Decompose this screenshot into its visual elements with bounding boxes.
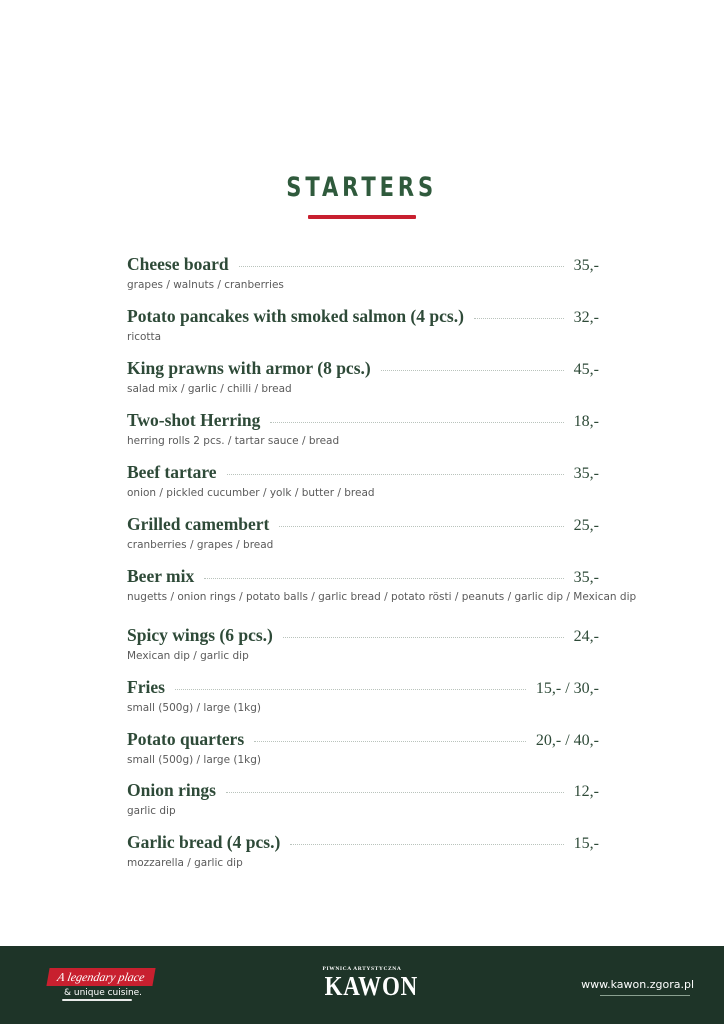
- menu-item-row: [127, 729, 599, 751]
- website-underline: [600, 995, 690, 996]
- menu-item-name: King prawns with armor (8 pcs.): [127, 358, 371, 378]
- menu-item: [127, 677, 599, 721]
- menu-item-row: [127, 625, 599, 647]
- menu-item-description: grapes / walnuts / cranberries: [127, 279, 284, 291]
- menu-item: [127, 729, 599, 773]
- menu-item-row: [127, 462, 599, 484]
- menu-item: [127, 832, 599, 876]
- menu-item: [127, 306, 599, 350]
- menu-item: [127, 358, 599, 402]
- menu-item-description: nugetts / onion rings / potato balls / garlic bread / potato rösti / peanuts / garlic dip / Mexican dip: [127, 591, 637, 603]
- menu-item-price: 18,-: [573, 413, 599, 430]
- menu-item-price: 12,-: [573, 783, 599, 800]
- menu-item-name: Spicy wings (6 pcs.): [127, 625, 273, 645]
- menu-item-description: herring rolls 2 pcs. / tartar sauce / bread: [127, 435, 340, 447]
- menu-item-price: 32,-: [573, 309, 599, 326]
- menu-item: [127, 780, 599, 824]
- menu-item-row: [127, 514, 599, 536]
- website-link[interactable]: www.kawon.zgora.pl: [581, 978, 694, 991]
- menu-item-description: small (500g) / large (1kg): [127, 702, 261, 714]
- menu-item-price: 25,-: [573, 517, 599, 534]
- menu-item: [127, 254, 599, 298]
- menu-item-name: Onion rings: [127, 780, 216, 800]
- menu-item-price: 35,-: [573, 257, 599, 274]
- dotted-leader: [254, 741, 526, 742]
- dotted-leader: [175, 689, 526, 690]
- menu-item-description: Mexican dip / garlic dip: [127, 650, 249, 662]
- menu-item-row: [127, 410, 599, 432]
- menu-item-row: [127, 780, 599, 802]
- menu-item-price: 20,- / 40,-: [535, 732, 599, 749]
- menu-item-name: Potato pancakes with smoked salmon (4 pcs.): [127, 306, 464, 326]
- dotted-leader: [204, 578, 563, 579]
- menu-item-name: Cheese board: [127, 254, 229, 274]
- menu-item-description: salad mix / garlic / chilli / bread: [127, 383, 292, 395]
- menu-item-price: 45,-: [573, 361, 599, 378]
- brand-logo: [318, 966, 419, 1006]
- swoosh-decoration: [62, 999, 132, 1001]
- menu-item-name: Potato quarters: [127, 729, 245, 749]
- dotted-leader: [227, 474, 564, 475]
- menu-item: [127, 625, 599, 669]
- menu-item-name: Grilled camembert: [127, 514, 270, 534]
- dotted-leader: [239, 266, 564, 267]
- menu-item-description: mozzarella / garlic dip: [127, 857, 243, 869]
- footer: [0, 946, 724, 1024]
- menu-item-price: 35,-: [573, 465, 599, 482]
- page-title: STARTERS: [286, 172, 438, 203]
- menu-item: [127, 462, 599, 506]
- menu-item-name: Garlic bread (4 pcs.): [127, 832, 281, 852]
- tagline-logo: [48, 968, 158, 1002]
- menu-item-price: 24,-: [573, 628, 599, 645]
- menu-item-price: 15,-: [573, 835, 599, 852]
- menu-item-description: small (500g) / large (1kg): [127, 754, 261, 766]
- menu-item-row: [127, 306, 599, 328]
- dotted-leader: [283, 637, 564, 638]
- menu-item-row: [127, 832, 599, 854]
- menu-item: [127, 410, 599, 454]
- dotted-leader: [474, 318, 564, 319]
- dotted-leader: [270, 422, 563, 423]
- menu-item-description: onion / pickled cucumber / yolk / butter / bread: [127, 487, 375, 499]
- menu-item-name: Beef tartare: [127, 462, 217, 482]
- title-underline: [308, 215, 416, 219]
- menu-item-price: 35,-: [573, 569, 599, 586]
- menu-item-description: ricotta: [127, 331, 162, 343]
- menu-item-price: 15,- / 30,-: [535, 680, 599, 697]
- menu-item-name: Fries: [127, 677, 165, 697]
- menu-item: [127, 514, 599, 558]
- menu-item-row: [127, 677, 599, 699]
- menu-item-description: garlic dip: [127, 805, 176, 817]
- logo-name: KAWON: [324, 971, 419, 1001]
- logo-subtitle: PIWNICA ARTYSTYCZNA: [322, 966, 402, 972]
- tagline-bottom: & unique cuisine.: [64, 988, 143, 998]
- dotted-leader: [279, 526, 563, 527]
- menu-item-name: Two-shot Herring: [127, 410, 261, 430]
- menu-item-name: Beer mix: [127, 566, 195, 586]
- tagline-top: A legendary place: [46, 968, 155, 986]
- menu-item-row: [127, 566, 599, 588]
- menu-item-row: [127, 254, 599, 276]
- menu-item-description: cranberries / grapes / bread: [127, 539, 274, 551]
- menu-item-row: [127, 358, 599, 380]
- menu-item: [127, 566, 637, 610]
- dotted-leader: [290, 844, 563, 845]
- dotted-leader: [226, 792, 564, 793]
- dotted-leader: [381, 370, 564, 371]
